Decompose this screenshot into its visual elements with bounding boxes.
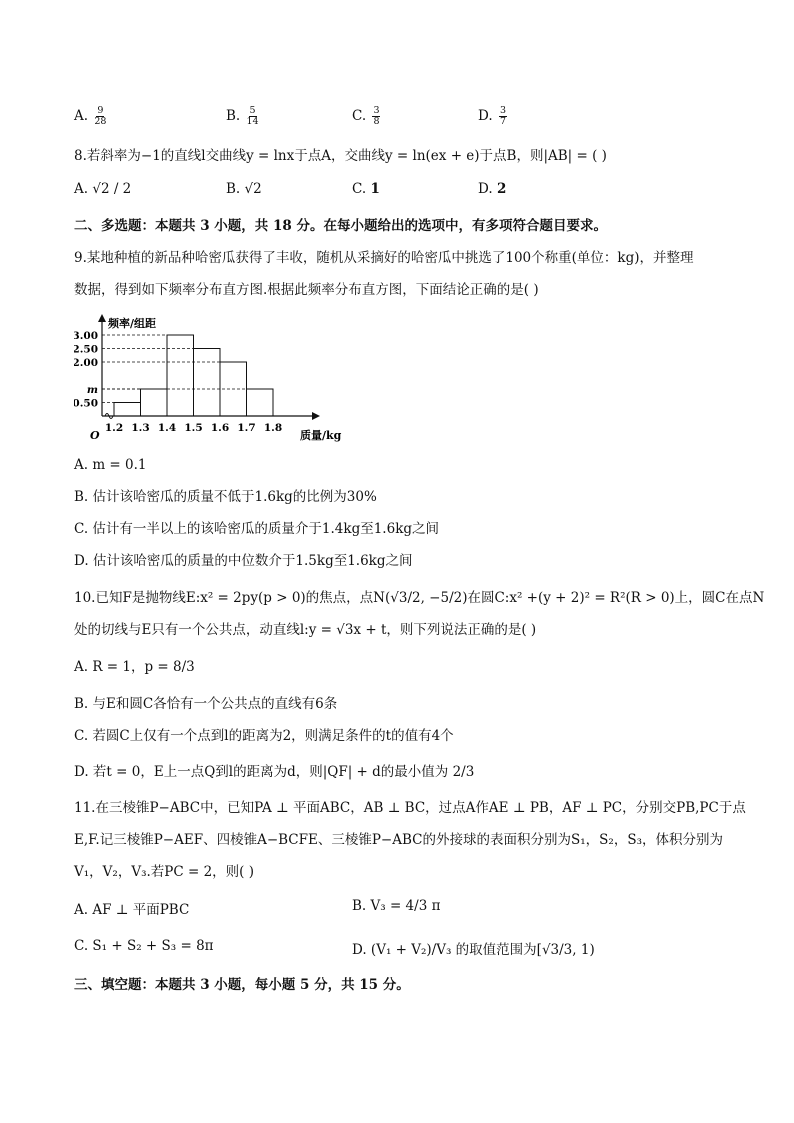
q10-option-b: B. 与E和圆C各恰有一个公共点的直线有6条 (74, 696, 338, 712)
q9-stem-line2: 数据，得到如下频率分布直方图.根据此频率分布直方图，下面结论正确的是( ) (74, 282, 539, 298)
histogram-bar (141, 389, 168, 416)
histogram-bar (247, 389, 274, 416)
section-heading-fill-in: 三、填空题：本题共 3 小题，每小题 5 分，共 15 分。 (74, 977, 410, 993)
histogram-x-tick-label: 1.5 (184, 422, 203, 434)
q11-option-d: D. (V₁ + V₂)/V₃ 的取值范围为[√3/3, 1) (352, 942, 595, 958)
frequency-histogram (74, 312, 364, 448)
y-axis-arrow (98, 314, 106, 322)
histogram-y-tick-label: 3.00 (74, 330, 98, 342)
histogram-x-tick-label: 1.4 (157, 422, 177, 434)
q8-stem: 8.若斜率为−1的直线l交曲线y = lnx于点A，交曲线y = ln(ex + e)于点B，则|AB| = ( ) (74, 148, 607, 164)
q8-option-c: C. 1 (352, 181, 380, 197)
histogram-bar (167, 335, 194, 416)
q11-option-c: C. S₁ + S₂ + S₃ = 8π (74, 938, 214, 954)
histogram-y-tick-label: 2.00 (74, 357, 98, 369)
histogram-x-axis-label: 质量/kg (300, 429, 342, 442)
histogram-origin-label: O (90, 429, 100, 442)
q11-stem-line3: V₁，V₂，V₃.若PC = 2，则( ) (74, 864, 254, 880)
histogram-x-tick-label: 1.7 (237, 422, 256, 434)
q11-stem-line1: 11.在三棱锥P−ABC中，已知PA ⊥ 平面ABC，AB ⊥ BC，过点A作AE ⊥ PB，AF ⊥ PC，分别交PB,PC于点 (74, 800, 746, 816)
q9-option-d: D. 估计该哈密瓜的质量的中位数介于1.5kg至1.6kg之间 (74, 553, 413, 569)
q11-stem-line2: E,F.记三棱锥P−AEF、四棱锥A−BCFE、三棱锥P−ABC的外接球的表面积分别为S₁，S₂，S₃，体积分别为 (74, 832, 723, 848)
q9-stem-line1: 9.某地种植的新品种哈密瓜获得了丰收，随机从采摘好的哈密瓜中挑选了100个称重(单位：kg)，并整理 (74, 250, 694, 266)
q10-option-d: D. 若t = 0，E上一点Q到l的距离为d，则|QF| + d的最小值为 2/3 (74, 764, 475, 780)
histogram-y-tick-label: 2.50 (74, 343, 98, 356)
q7-option-c: C. $\frac{3}{8}$ (352, 105, 380, 127)
q8-option-a: A. √2 / 2 (74, 181, 132, 197)
q9-option-c: C. 估计有一半以上的该哈密瓜的质量介于1.4kg至1.6kg之间 (74, 521, 440, 537)
histogram-x-tick-label: 1.3 (131, 422, 150, 434)
q7-option-a: A. $\frac{9}{28}$ (74, 105, 107, 127)
histogram-x-tick-label: 1.2 (104, 422, 124, 434)
histogram-figure (74, 312, 364, 448)
histogram-x-tick-label: 1.8 (263, 422, 283, 434)
histogram-y-tick-label: m (86, 384, 98, 396)
q7-option-b: B. $\frac{5}{14}$ (226, 105, 259, 127)
q10-option-a: A. R = 1，p = 8/3 (74, 659, 195, 675)
q8-option-b: B. √2 (226, 181, 262, 197)
histogram-y-axis-label: 频率/组距 (108, 317, 157, 330)
histogram-bar (114, 403, 141, 417)
section-heading-multiple-choice: 二、多选题：本题共 3 小题，共 18 分。在每小题给出的选项中，有多项符合题目要求。 (74, 218, 607, 234)
q10-stem-line1: 10.已知F是抛物线E:x² = 2py(p > 0)的焦点，点N(√3/2, −5/2)在圆C:x² +(y + 2)² = R²(R > 0)上，圆C在点N (74, 590, 765, 606)
q9-option-b: B. 估计该哈密瓜的质量不低于1.6kg的比例为30% (74, 489, 377, 505)
q10-stem-line2: 处的切线与E只有一个公共点，动直线l:y = √3x + t，则下列说法正确的是( ) (74, 622, 537, 638)
histogram-x-tick-label: 1.6 (210, 422, 230, 434)
histogram-bar (194, 349, 221, 417)
q9-option-a: A. m = 0.1 (74, 457, 147, 473)
q7-option-d: D. $\frac{3}{7}$ (478, 105, 506, 127)
q11-option-a: A. AF ⊥ 平面PBC (74, 902, 190, 918)
x-axis-arrow (312, 412, 320, 420)
q11-option-b: B. V₃ = 4/3 π (352, 898, 441, 914)
q10-option-c: C. 若圆C上仅有一个点到l的距离为2，则满足条件的t的值有4个 (74, 728, 454, 744)
q8-option-d: D. 2 (478, 181, 507, 197)
histogram-y-tick-label: 0.50 (74, 397, 98, 410)
